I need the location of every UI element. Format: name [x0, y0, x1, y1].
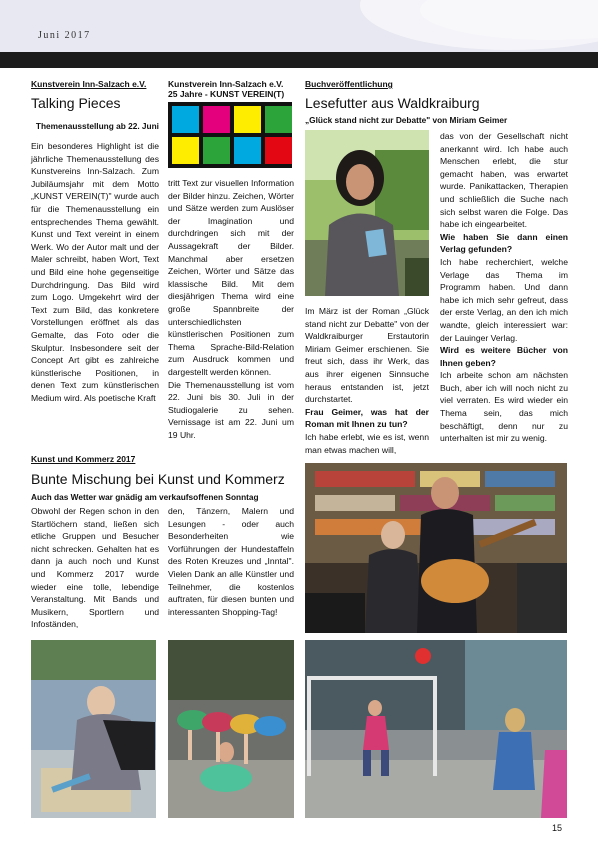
- article2-intro: Im März ist der Roman „Glück stand nicht zur Debatte" von der Waldkraiburger Erstautorin Miriam Geimer erschienen. Sie freut sich, dass ihr Werk, das aus ihrer eigenen Sinnsuche heraus entstanden ist, jetzt durchstartet.: [305, 306, 429, 405]
- painter-photo: [31, 640, 156, 818]
- article3-text-part2: den, Tänzern, Malern und Lesungen - oder auch Besonderheiten wie Vorführungen der Hundestaffeln des Roten Kreuzes und „Inntal". Vielen Dank an alle Künstler und Teilnehmer, die kostenlos auftraten, für diesen bunten und interessanten Shopping-Tag!: [168, 506, 294, 617]
- issue-date: Juni 2017: [38, 30, 91, 41]
- header-banner: [0, 0, 598, 52]
- logo-square: [234, 137, 261, 164]
- article2-question3: Wird es weitere Bücher von Ihnen geben?: [440, 345, 568, 368]
- author-portrait-photo: [305, 130, 429, 296]
- article2-question2: Wie haben Sie dann einen Verlag gefunden?: [440, 231, 568, 255]
- article2-kicker: Buchveröffentlichung: [305, 79, 393, 89]
- article2-answer3: Ich arbeite schon am nächsten Buch, aber ich will noch nicht zu viel verraten. Es wird wieder ein Thema sein, das mich beschäftigt, denn nur zu unterhalten ist mir zu wenig.: [440, 370, 568, 444]
- article3-column2: [168, 505, 294, 618]
- article3-headline: Bunte Mischung bei Kunst und Kommerz: [31, 471, 285, 487]
- article1-text-part1: Ein besonderes Highlight ist die jährliche Themenausstellung des Kunstvereins Inn-Salzach. Zum Jubiläumsjahr mit dem Motto „KUNST VEREIN(T)" wurde auch für die Themenausstellung ein entsprechendes Thema gewählt. Kunst und Text vereint in einem Werk. Wo der Autor malt und der Maler schreibt, haben Wort, Text und Bild eine hohe gegenseitige Durchdringung. Das Bild wird zum Logo. Umgekehrt wird der Text zum Bild, das konkretere Vorstellungen eröffnet als das Gemalte, das Foto oder die Skulptur. Insbesondere seit der Concept Art gibt es zahlreiche künstlerische Positionen, in denen Text zum künstlerischen Medium wird. Als poetische Kraft: [31, 141, 159, 403]
- article2-column3: [305, 305, 429, 456]
- article1-text-part2: tritt Text zur visuellen Information der Bilder hinzu. Zeichen, Wörter und Sätze werden zum Auslöser der Imagination und durchdringen sich mit der Aussagekraft der Bilder. Manchmal aber ersetzen Zeichen, Wörter und Sätze das klassische Bild. Mit dem diesjährigen Thema wird eine große Spannbreite der unterschiedlichsten künstlerischen Positionen zum Thema Sprache-Bild-Relation zum Ausdruck kommen und dargestellt werden können.: [168, 178, 294, 377]
- logo-square: [203, 137, 230, 164]
- logo-square: [172, 137, 199, 164]
- article2-question1: Frau Geimer, was hat der Roman mit Ihnen zu tun?: [305, 406, 429, 430]
- article1-column1: [31, 140, 159, 404]
- article2-subline: „Glück stand nicht zur Debatte" von Miriam Geimer: [305, 115, 508, 125]
- kunstverein-logo: [168, 102, 292, 168]
- article2-answer1-part1: Ich habe erlebt, wie es ist, wenn man etwas machen will,: [305, 431, 429, 455]
- header-rule: [0, 52, 598, 68]
- article1-column2: [168, 177, 294, 441]
- article2-answer2: Ich habe recherchiert, welche Verlage das Thema im Programm haben. Und dann habe ich mich sehr gefreut, dass der erste Verlag, an den ich mich wandte, gleich interessiert war: der Lauinger Verlag.: [440, 256, 568, 343]
- article1-text-part3: Die Themenausstellung ist vom 22. Juni bis 30. Juli in der Studiogalerie zu sehen. Vernissage ist am 22. Juni um 19 Uhr.: [168, 379, 294, 440]
- article3-column1: [31, 505, 159, 631]
- article1-subline: Themenausstellung ab 22. Juni: [35, 121, 159, 131]
- dancers-photo: [168, 640, 294, 818]
- musicians-photo: [305, 463, 567, 633]
- logo-square: [203, 106, 230, 133]
- logo-square: [265, 137, 292, 164]
- logo-square: [265, 106, 292, 133]
- logo-subtitle: 25 Jahre - KUNST VEREIN(T): [168, 89, 285, 99]
- logo-title: Kunstverein Inn-Salzach e.V.: [168, 79, 284, 89]
- article3-kicker: Kunst und Kommerz 2017: [31, 454, 136, 464]
- article2-headline: Lesefutter aus Waldkraiburg: [305, 95, 480, 111]
- article3-subline: Auch das Wetter war gnädig am verkaufsoffenen Sonntag: [31, 492, 259, 502]
- page-number: 15: [551, 823, 562, 833]
- article2-column4: [440, 130, 568, 445]
- kids-soccer-photo: [305, 640, 567, 818]
- article2-answer1-part2: das von der Gesellschaft nicht anerkannt wird. Ich habe auch Menschen erlebt, die stur gemacht haben, was erwartet wurde. Panikattacken, Therapien und schließlich die Suche nach sich selbst waren die Folge. Das habe ich eingearbeitet.: [440, 131, 568, 230]
- logo-square: [234, 106, 261, 133]
- article3-text-part1: Obwohl der Regen schon in den Startlöchern stand, ließen sich etliche Gruppen und Besucher nicht schrecken. Gehalten hat es dann ja auch noch und Kunst und Kommerz 2017 wurde wieder eine tolle, lebendige Veranstaltung. Mit Bands und Musikern, Sportlern und Infoständen,: [31, 506, 159, 630]
- logo-color-grid: [168, 102, 292, 168]
- article1-kicker: Kunstverein Inn-Salzach e.V.: [31, 79, 147, 89]
- logo-square: [172, 106, 199, 133]
- article1-headline: Talking Pieces: [31, 95, 121, 111]
